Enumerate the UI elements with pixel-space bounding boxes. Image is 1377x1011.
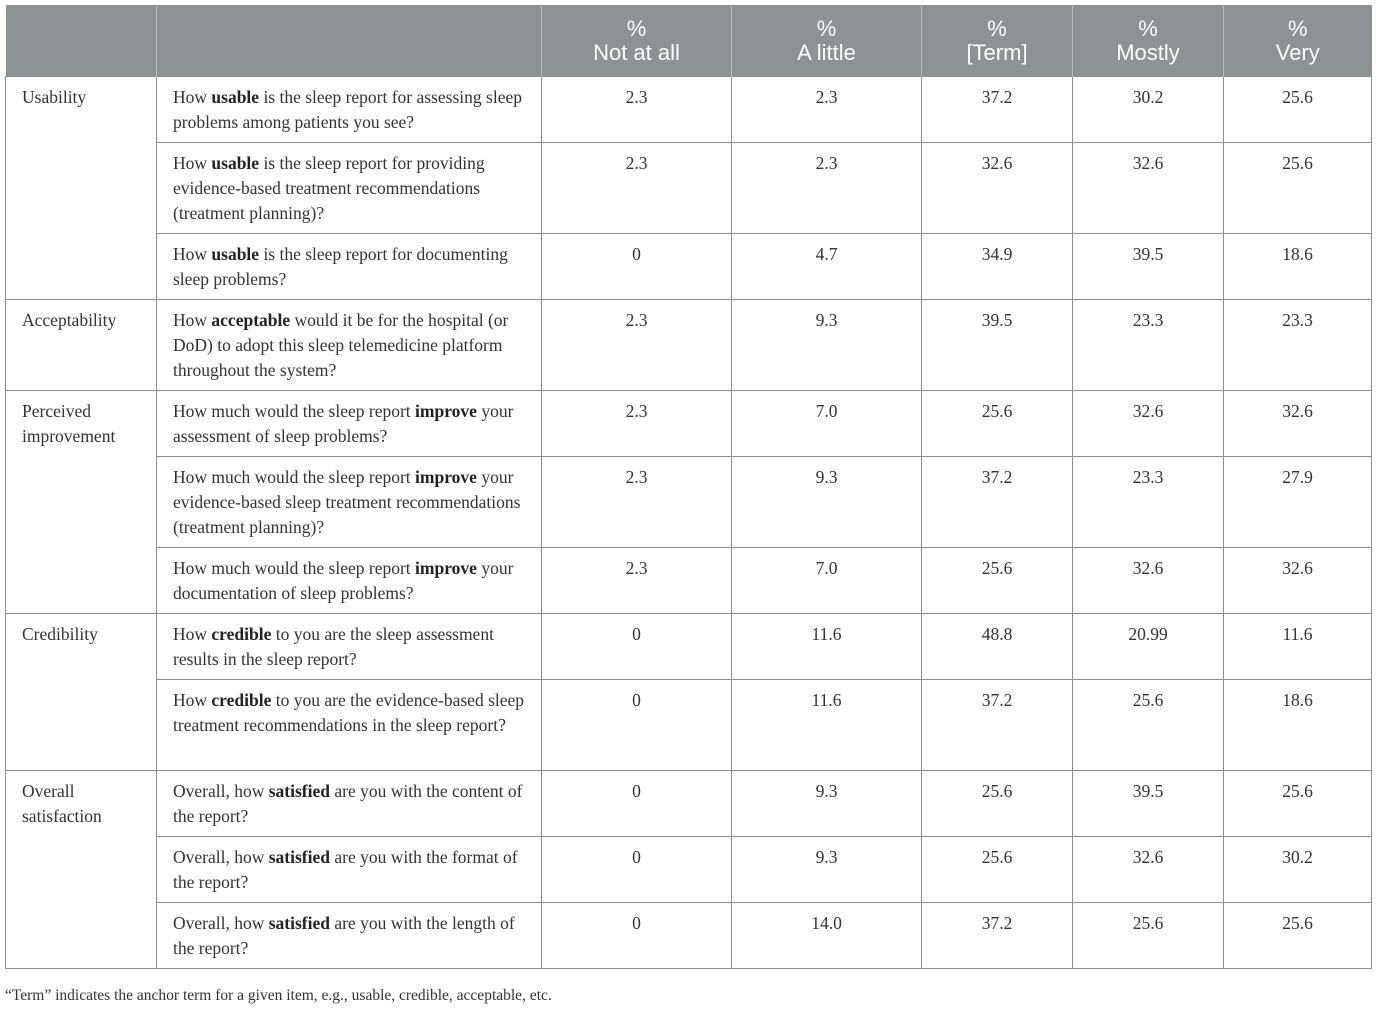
header-percent-symbol: % [987, 15, 1007, 41]
question-keyword: acceptable [211, 310, 291, 330]
value-mostly: 20.99 [1073, 614, 1224, 680]
header-label: [Term] [966, 39, 1028, 65]
question-suffix: are you with the format of the report? [173, 847, 518, 892]
value-very: 25.6 [1224, 143, 1372, 234]
value-very: 30.2 [1224, 837, 1372, 903]
value-very: 11.6 [1224, 614, 1372, 680]
value-a-little: 7.0 [732, 391, 922, 457]
header-label: Not at all [593, 39, 680, 65]
table-row [6, 680, 1372, 771]
header-label: A little [797, 39, 856, 65]
question-prefix: How much would the sleep report [173, 558, 416, 578]
value-mostly: 23.3 [1073, 300, 1224, 391]
question-keyword: credible [211, 690, 272, 710]
value-mostly: 39.5 [1073, 234, 1224, 300]
question-cell [157, 234, 542, 300]
value-term: 39.5 [922, 300, 1073, 391]
value-a-little: 11.6 [732, 614, 922, 680]
value-term: 25.6 [922, 548, 1073, 614]
value-not-at-all: 0 [542, 680, 732, 771]
value-very: 25.6 [1224, 771, 1372, 837]
table-row [6, 548, 1372, 614]
question-keyword: improve [415, 401, 477, 421]
question-cell [157, 837, 542, 903]
question-prefix: How [173, 690, 212, 710]
header-cell-question [157, 5, 542, 77]
value-not-at-all: 0 [542, 903, 732, 969]
header-not-at-all [542, 5, 732, 77]
value-very: 18.6 [1224, 234, 1372, 300]
question-cell [157, 680, 542, 771]
value-a-little: 9.3 [732, 457, 922, 548]
category-overall-satisfaction: Overall satisfaction [6, 771, 157, 969]
table-row [6, 457, 1372, 548]
question-cell [157, 903, 542, 969]
question-keyword: improve [415, 558, 477, 578]
table-row [6, 771, 1372, 837]
header-cell-category [6, 5, 157, 77]
value-term: 48.8 [922, 614, 1073, 680]
value-not-at-all: 2.3 [542, 548, 732, 614]
question-prefix: How [173, 244, 212, 264]
value-mostly: 32.6 [1073, 143, 1224, 234]
header-label: Very [1275, 39, 1320, 65]
value-a-little: 9.3 [732, 771, 922, 837]
question-keyword: usable [211, 153, 260, 173]
question-prefix: Overall, how [173, 781, 269, 801]
question-keyword: usable [211, 244, 260, 264]
value-very: 25.6 [1224, 903, 1372, 969]
question-prefix: How [173, 153, 212, 173]
header-percent-symbol: % [816, 15, 837, 41]
value-mostly: 39.5 [1073, 771, 1224, 837]
value-a-little: 2.3 [732, 77, 922, 143]
question-suffix: to you are the sleep assessment results in the sleep report? [173, 624, 494, 669]
value-very: 27.9 [1224, 457, 1372, 548]
question-suffix: your documentation of sleep problems? [173, 558, 514, 603]
question-suffix: your assessment of sleep problems? [173, 401, 514, 446]
table-container [5, 5, 1372, 969]
question-suffix: would it be for the hospital (or DoD) to adopt this sleep telemedicine platform throughout the system? [173, 310, 509, 380]
value-a-little: 2.3 [732, 143, 922, 234]
question-cell [157, 300, 542, 391]
category-usability: Usability [6, 77, 157, 300]
header-percent-symbol: % [1138, 15, 1158, 41]
table-row [6, 837, 1372, 903]
value-not-at-all: 2.3 [542, 457, 732, 548]
table-header [6, 5, 1372, 77]
value-term: 37.2 [922, 680, 1073, 771]
category-credibility: Credibility [6, 614, 157, 771]
question-cell [157, 391, 542, 457]
value-mostly: 25.6 [1073, 680, 1224, 771]
question-prefix: How much would the sleep report [173, 467, 416, 487]
value-a-little: 7.0 [732, 548, 922, 614]
value-a-little: 14.0 [732, 903, 922, 969]
table-row [6, 77, 1372, 143]
value-mostly: 25.6 [1073, 903, 1224, 969]
question-keyword: satisfied [268, 781, 330, 801]
value-mostly: 32.6 [1073, 548, 1224, 614]
header-mostly [1073, 5, 1224, 77]
value-very: 32.6 [1224, 391, 1372, 457]
value-not-at-all: 0 [542, 837, 732, 903]
category-acceptability: Acceptability [6, 300, 157, 391]
value-term: 34.9 [922, 234, 1073, 300]
category-perceived-improvement: Perceived improvement [6, 391, 157, 614]
question-prefix: How [173, 310, 212, 330]
value-not-at-all: 0 [542, 234, 732, 300]
value-a-little: 4.7 [732, 234, 922, 300]
question-prefix: How much would the sleep report [173, 401, 416, 421]
question-suffix: your evidence-based sleep treatment recommendations (treatment planning)? [173, 467, 521, 537]
table-row [6, 391, 1372, 457]
question-cell [157, 771, 542, 837]
question-suffix: to you are the evidence-based sleep treatment recommendations in the sleep report? [173, 690, 525, 735]
header-very [1224, 5, 1372, 77]
value-term: 37.2 [922, 903, 1073, 969]
value-not-at-all: 2.3 [542, 143, 732, 234]
value-not-at-all: 0 [542, 771, 732, 837]
value-not-at-all: 0 [542, 614, 732, 680]
question-prefix: How [173, 87, 212, 107]
value-not-at-all: 2.3 [542, 77, 732, 143]
value-term: 37.2 [922, 457, 1073, 548]
question-keyword: satisfied [268, 847, 330, 867]
question-keyword: satisfied [268, 913, 330, 933]
value-mostly: 23.3 [1073, 457, 1224, 548]
table-body [6, 77, 1372, 969]
survey-results-table [5, 5, 1372, 969]
value-term: 37.2 [922, 77, 1073, 143]
question-cell [157, 143, 542, 234]
value-mostly: 32.6 [1073, 837, 1224, 903]
question-keyword: credible [211, 624, 272, 644]
question-suffix: are you with the content of the report? [173, 781, 523, 826]
header-percent-symbol: % [1287, 15, 1308, 41]
table-row [6, 903, 1372, 969]
question-prefix: Overall, how [173, 913, 269, 933]
value-not-at-all: 2.3 [542, 300, 732, 391]
question-cell [157, 77, 542, 143]
header-label: Mostly [1116, 39, 1180, 65]
question-cell [157, 614, 542, 680]
question-suffix: is the sleep report for documenting sleep problems? [173, 244, 508, 289]
question-keyword: usable [211, 87, 260, 107]
question-cell [157, 548, 542, 614]
table-row [6, 614, 1372, 680]
value-very: 25.6 [1224, 77, 1372, 143]
header-term [922, 5, 1073, 77]
value-a-little: 9.3 [732, 300, 922, 391]
value-term: 25.6 [922, 391, 1073, 457]
value-not-at-all: 2.3 [542, 391, 732, 457]
header-a-little [732, 5, 922, 77]
value-mostly: 30.2 [1073, 77, 1224, 143]
question-keyword: improve [415, 467, 477, 487]
value-very: 23.3 [1224, 300, 1372, 391]
table-row [6, 143, 1372, 234]
header-percent-symbol: % [626, 15, 647, 41]
question-suffix: are you with the length of the report? [173, 913, 515, 958]
header-row [6, 5, 1372, 77]
table-footnote: “Term” indicates the anchor term for a given item, e.g., usable, credible, acceptable, etc. [5, 987, 552, 1004]
value-mostly: 32.6 [1073, 391, 1224, 457]
value-a-little: 11.6 [732, 680, 922, 771]
question-cell [157, 457, 542, 548]
value-very: 32.6 [1224, 548, 1372, 614]
question-prefix: Overall, how [173, 847, 269, 867]
question-suffix: is the sleep report for providing evidence-based treatment recommendations (treatment planning)? [173, 153, 485, 223]
table-row [6, 300, 1372, 391]
question-suffix: is the sleep report for assessing sleep problems among patients you see? [173, 87, 522, 132]
value-term: 25.6 [922, 837, 1073, 903]
value-very: 18.6 [1224, 680, 1372, 771]
question-prefix: How [173, 624, 212, 644]
value-a-little: 9.3 [732, 837, 922, 903]
table-row [6, 234, 1372, 300]
value-term: 32.6 [922, 143, 1073, 234]
value-term: 25.6 [922, 771, 1073, 837]
